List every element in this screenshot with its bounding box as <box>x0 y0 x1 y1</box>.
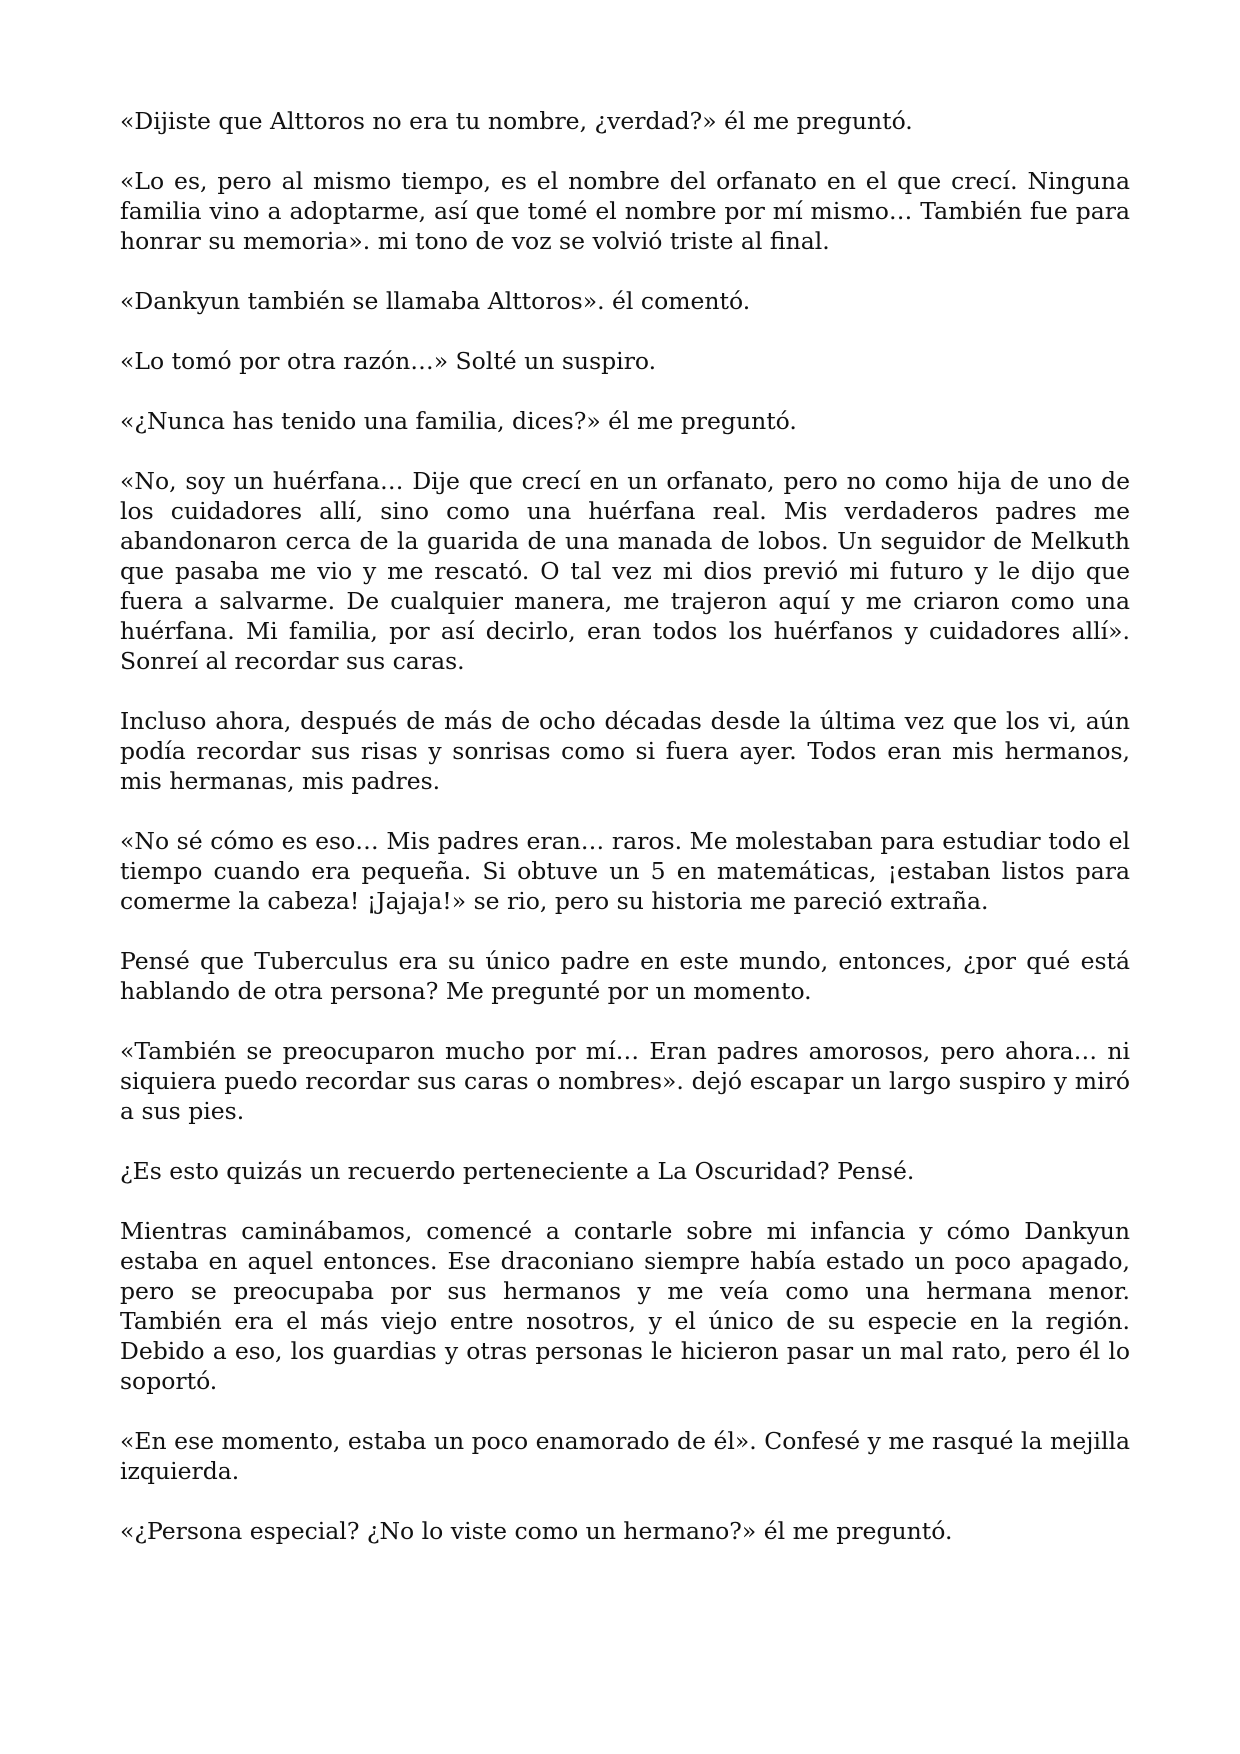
paragraph: «No, soy un huérfana… Dije que crecí en un orfanato, pero no como hija de uno de los cuidadores allí, sino como una huérfana real. Mis verdaderos padres me abandonaron cerca de la guarida de una manada de lobos. Un seguidor de Melkuth que pasaba me vio y me rescató. O tal vez mi dios previó mi futuro y le dijo que fuera a salvarme. De cualquier manera, me trajeron aquí y me criaron como una huérfana. Mi familia, por así decirlo, eran todos los huérfanos y cuidadores allí». Sonreí al recordar sus caras. <box>120 467 1130 675</box>
paragraph: ¿Es esto quizás un recuerdo perteneciente a La Oscuridad? Pensé. <box>120 1157 915 1185</box>
paragraph: «No sé cómo es eso… Mis padres eran… raros. Me molestaban para estudiar todo el tiempo cuando era pequeña. Si obtuve un 5 en matemáticas, ¡estaban listos para comerme la cabeza! ¡Jajaja!» se rio, pero su historia me pareció extraña. <box>120 827 1130 915</box>
paragraph: «También se preocuparon mucho por mí… Eran padres amorosos, pero ahora… ni siquiera puedo recordar sus caras o nombres». dejó escapar un largo suspiro y miró a sus pies. <box>120 1037 1130 1125</box>
paragraph: «Lo es, pero al mismo tiempo, es el nombre del orfanato en el que crecí. Ninguna familia vino a adoptarme, así que tomé el nombre por mí mismo… También fue para honrar su memoria». mi tono de voz se volvió triste al final. <box>120 167 1130 255</box>
paragraph: «Lo tomó por otra razón…» Solté un suspiro. <box>120 347 657 375</box>
paragraph: «Dijiste que Alttoros no era tu nombre, ¿verdad?» él me preguntó. <box>120 107 913 135</box>
paragraph: Pensé que Tuberculus era su único padre en este mundo, entonces, ¿por qué está hablando de otra persona? Me pregunté por un momento. <box>120 947 1130 1005</box>
paragraph: «¿Nunca has tenido una familia, dices?» él me preguntó. <box>120 407 797 435</box>
paragraph: «En ese momento, estaba un poco enamorado de él». Confesé y me rasqué la mejilla izquierda. <box>120 1427 1130 1485</box>
paragraph: «¿Persona especial? ¿No lo viste como un hermano?» él me preguntó. <box>120 1517 953 1545</box>
paragraph: «Dankyun también se llamaba Alttoros». él comentó. <box>120 287 751 315</box>
document-body <box>120 106 1130 1546</box>
paragraph: Mientras caminábamos, comencé a contarle sobre mi infancia y cómo Dankyun estaba en aquel entonces. Ese draconiano siempre había estado un poco apagado, pero se preocupaba por sus hermanos y me veía como una hermana menor. También era el más viejo entre nosotros, y el único de su especie en la región. Debido a eso, los guardias y otras personas le hicieron pasar un mal rato, pero él lo soportó. <box>120 1217 1130 1395</box>
paragraph: Incluso ahora, después de más de ocho décadas desde la última vez que los vi, aún podía recordar sus risas y sonrisas como si fuera ayer. Todos eran mis hermanos, mis hermanas, mis padres. <box>120 707 1130 795</box>
